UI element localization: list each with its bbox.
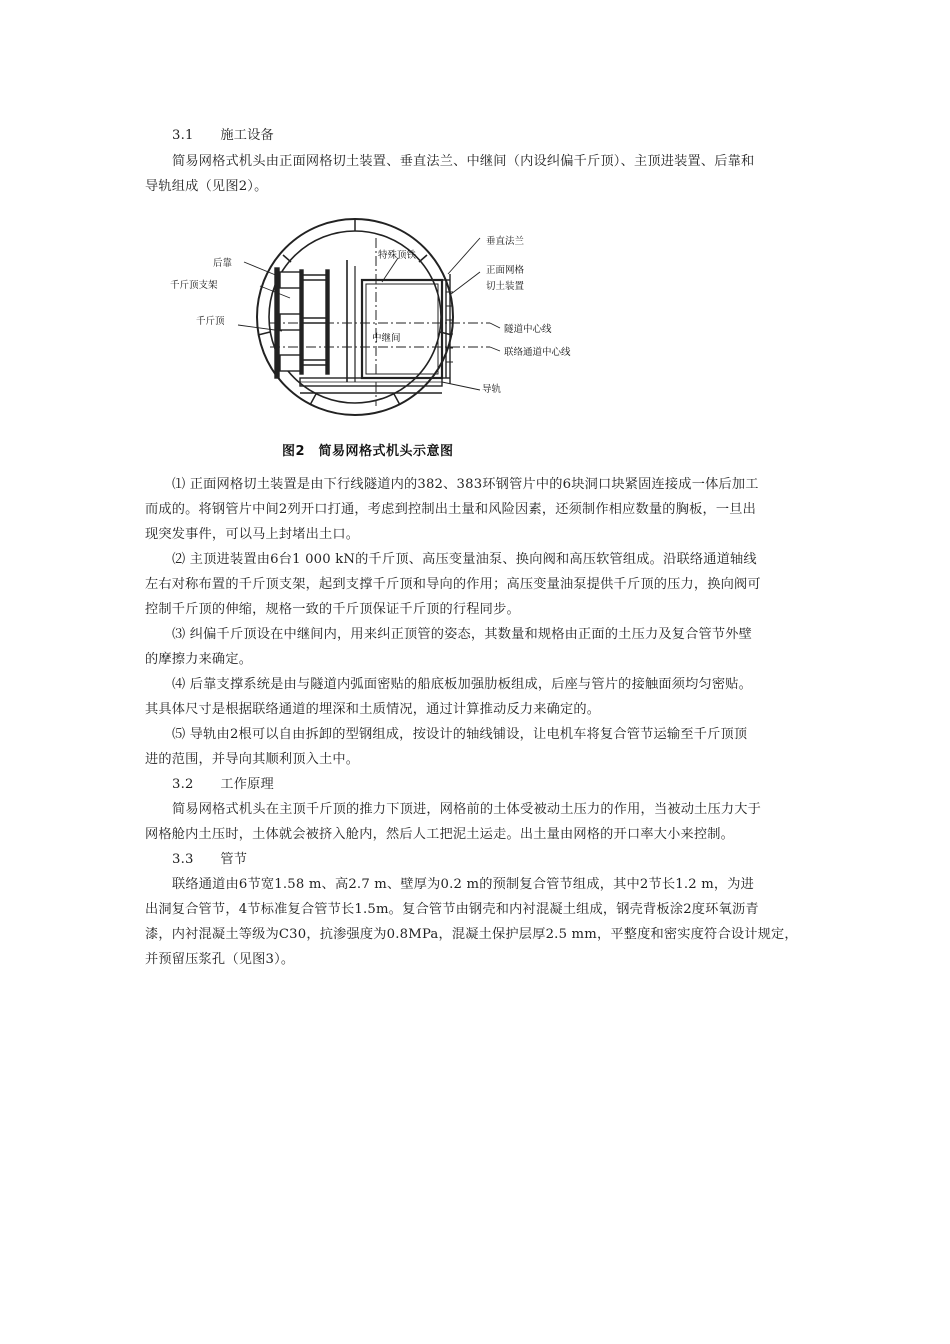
label-cutting-device: 切土装置 (486, 281, 525, 292)
paragraph-line: 简易网格式机头在主顶千斤顶的推力下顶进，网格前的土体受被动土压力的作用，当被动土压力大于 (172, 802, 762, 817)
list-item-line: 进的范围，并导向其顺利顶入土中。 (145, 752, 360, 767)
section-heading-3-3: 3.3 管节 (172, 852, 248, 867)
paragraph-line: 出洞复合管节，4节标准复合管节长1.5m。复合管节由钢壳和内衬混凝土组成，钢壳背板涂2度环氧沥青 (145, 902, 759, 917)
paragraph-line: 导轨组成（见图2）。 (145, 179, 268, 194)
list-item-line: ⑷ 后靠支撑系统是由与隧道内弧面密贴的船底板加强肋板组成，后座与管片的接触面须均匀密贴。 (172, 677, 753, 692)
list-item-line: 控制千斤顶的伸缩，规格一致的千斤顶保证千斤顶的行程同步。 (145, 602, 520, 617)
paragraph-line: 漆，内衬混凝土等级为C30，抗渗强度为0.8MPa，混凝土保护层厚2.5 mm，平整度和密实度符合设计规定， (145, 927, 798, 942)
section-heading-3-2: 3.2 工作原理 (172, 777, 274, 792)
figure-2-caption: 图2 简易网格式机头示意图 (282, 444, 454, 459)
label-special-iron: 特殊顶铁 (378, 250, 417, 261)
list-item-line: 其具体尺寸是根据联络通道的埋深和土质情况，通过计算推动反力来确定的。 (145, 702, 601, 717)
label-guide-rail: 导轨 (482, 384, 502, 395)
list-item-line: ⑸ 导轨由2根可以自由拆卸的型钢组成，按设计的轴线铺设，让电机车将复合管节运输至千斤顶顶 (172, 727, 748, 742)
figure-2-diagram (150, 210, 630, 460)
label-houkao: 后靠 (213, 258, 233, 269)
label-vertical-flange: 垂直法兰 (486, 236, 525, 247)
label-jack-support: 千斤顶支架 (170, 280, 218, 291)
paragraph-line: 网格舱内土压时，土体就会被挤入舱内，然后人工把泥土运走。出土量由网格的开口率大小来控制。 (145, 827, 735, 842)
list-item-line: ⑵ 主顶进装置由6台1 000 kN的千斤顶、高压变量油泵、换向阀和高压软管组成。沿联络通道轴线 (172, 552, 757, 567)
paragraph-line: 联络通道由6节宽1.58 m、高2.7 m、壁厚为0.2 m的预制复合管节组成，其中2节长1.2 m，为进 (172, 877, 755, 892)
label-passage-center: 联络通道中心线 (504, 347, 571, 358)
list-item-line: 现突发事件，可以马上封堵出土口。 (145, 527, 360, 542)
list-item-line: ⑴ 正面网格切土装置是由下行线隧道内的382、383环钢管片中的6块洞口块紧固连接成一体后加工 (172, 477, 759, 492)
list-item-line: 而成的。将钢管片中间2列开口打通，考虑到控制出土量和风险因素，还须制作相应数量的胸板，一旦出 (145, 502, 757, 517)
list-item-line: 的摩擦力来确定。 (145, 652, 253, 667)
section-heading-3-1: 3.1 施工设备 (172, 128, 274, 143)
list-item-line: 左右对称布置的千斤顶支架，起到支撑千斤顶和导向的作用；高压变量油泵提供千斤顶的压力，换向阀可 (145, 577, 761, 592)
paragraph-line: 简易网格式机头由正面网格切土装置、垂直法兰、中继间（内设纠偏千斤顶）、主顶进装置、后靠和 (172, 154, 755, 169)
list-item-line: ⑶ 纠偏千斤顶设在中继间内，用来纠正顶管的姿态，其数量和规格由正面的土压力及复合管节外壁 (172, 627, 753, 642)
label-jack: 千斤顶 (196, 316, 225, 327)
label-relay-room: 中继间 (372, 333, 401, 344)
label-front-grid: 正面网格 (486, 265, 525, 276)
label-tunnel-center: 隧道中心线 (504, 324, 552, 335)
paragraph-line: 并预留压浆孔（见图3）。 (145, 952, 295, 967)
